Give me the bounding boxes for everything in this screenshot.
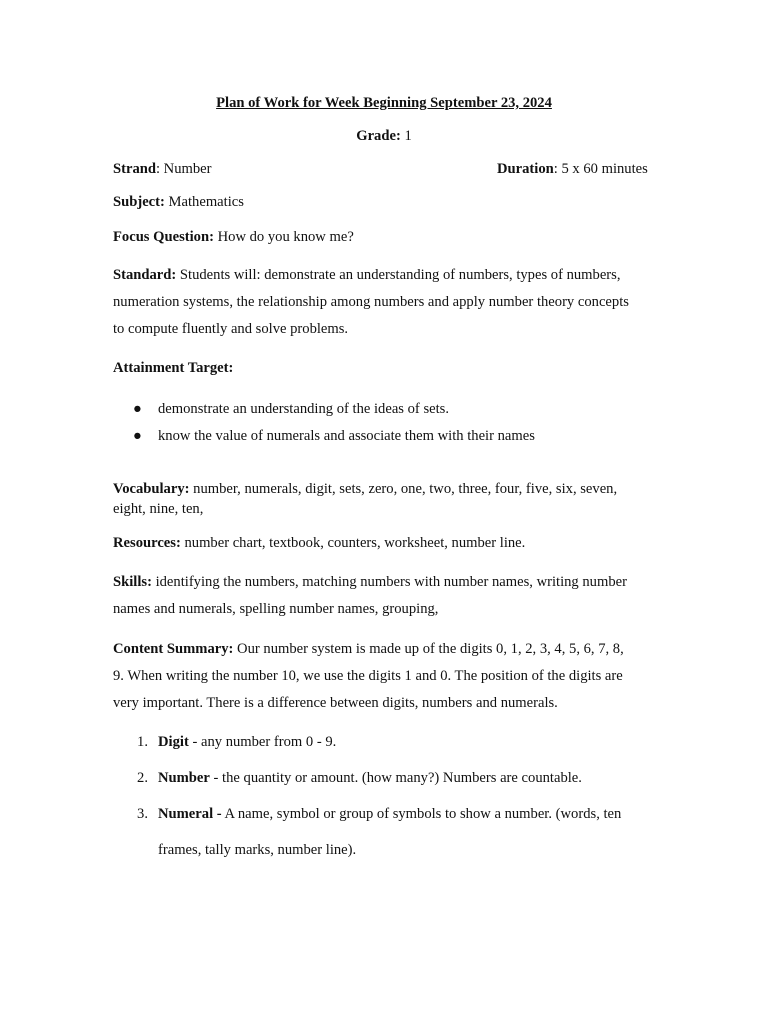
- definition-term: Digit: [158, 734, 189, 750]
- focus-question-label: Focus Question:: [113, 229, 214, 245]
- resources-value: number chart, textbook, counters, worksheet, number line.: [180, 535, 526, 551]
- grade-value: 1: [400, 128, 412, 144]
- subject-label: Subject:: [113, 194, 165, 210]
- skills-line-1: [113, 573, 627, 591]
- focus-question-line: [113, 228, 354, 246]
- skills-text: identifying the numbers, matching numbers with number names, writing number: [151, 574, 627, 590]
- subject-line: [113, 193, 244, 211]
- standard-line-1: [113, 266, 621, 284]
- content-summary-line-1: [113, 640, 624, 658]
- definition-term: Numeral -: [158, 806, 222, 822]
- definition-continuation: frames, tally marks, number line).: [158, 842, 357, 858]
- standard-text: Students will: demonstrate an understanding of numbers, types of numbers,: [176, 267, 621, 283]
- attainment-target-heading: Attainment Target:: [113, 360, 234, 376]
- standard-line-2: numeration systems, the relationship among numbers and apply number theory concepts: [113, 294, 629, 310]
- content-summary-text: Our number system is made up of the digits 0, 1, 2, 3, 4, 5, 6, 7, 8,: [233, 641, 624, 657]
- definition-text: - the quantity or amount. (how many?) Numbers are countable.: [209, 770, 582, 786]
- definition-item: [158, 733, 336, 751]
- definition-text: A name, symbol or group of symbols to show a number. (words, ten: [221, 806, 622, 822]
- strand-line: [113, 160, 212, 178]
- attainment-item: demonstrate an understanding of the ideas of sets.: [158, 401, 449, 417]
- skills-line-2: names and numerals, spelling number names, grouping,: [113, 601, 439, 617]
- resources-label: Resources:: [113, 535, 181, 551]
- vocabulary-text: number, numerals, digit, sets, zero, one, two, three, four, five, six, seven,: [189, 481, 618, 497]
- definition-text: - any number from 0 - 9.: [188, 734, 337, 750]
- attainment-item: know the value of numerals and associate them with their names: [158, 428, 535, 444]
- vocabulary-line-1: [113, 480, 617, 498]
- skills-label: Skills:: [113, 574, 152, 590]
- content-summary-line-3: very important. There is a difference between digits, numbers and numerals.: [113, 695, 558, 711]
- duration-label: Duration: [497, 161, 554, 177]
- vocabulary-label: Vocabulary:: [113, 481, 190, 497]
- bullet-icon: ●: [133, 428, 142, 444]
- resources-line: [113, 534, 525, 552]
- subject-value: Mathematics: [164, 194, 244, 210]
- strand-label: Strand: [113, 161, 156, 177]
- vocabulary-line-2: eight, nine, ten,: [113, 501, 204, 517]
- standard-label: Standard:: [113, 267, 177, 283]
- list-number: 2.: [137, 770, 148, 786]
- bullet-icon: ●: [133, 401, 142, 417]
- definition-item: [158, 805, 621, 823]
- focus-question-value: How do you know me?: [213, 229, 354, 245]
- duration-line: [497, 160, 648, 178]
- grade-line: [0, 127, 768, 145]
- grade-label: Grade:: [356, 128, 401, 144]
- content-summary-label: Content Summary:: [113, 641, 234, 657]
- page-title: Plan of Work for Week Beginning September 23, 2024: [216, 95, 552, 111]
- standard-line-3: to compute fluently and solve problems.: [113, 321, 349, 337]
- strand-value: : Number: [155, 161, 212, 177]
- duration-value: : 5 x 60 minutes: [553, 161, 648, 177]
- definition-term: Number: [158, 770, 210, 786]
- definition-item: [158, 769, 582, 787]
- list-number: 3.: [137, 806, 148, 822]
- content-summary-line-2: 9. When writing the number 10, we use the digits 1 and 0. The position of the digits are: [113, 668, 623, 684]
- list-number: 1.: [137, 734, 148, 750]
